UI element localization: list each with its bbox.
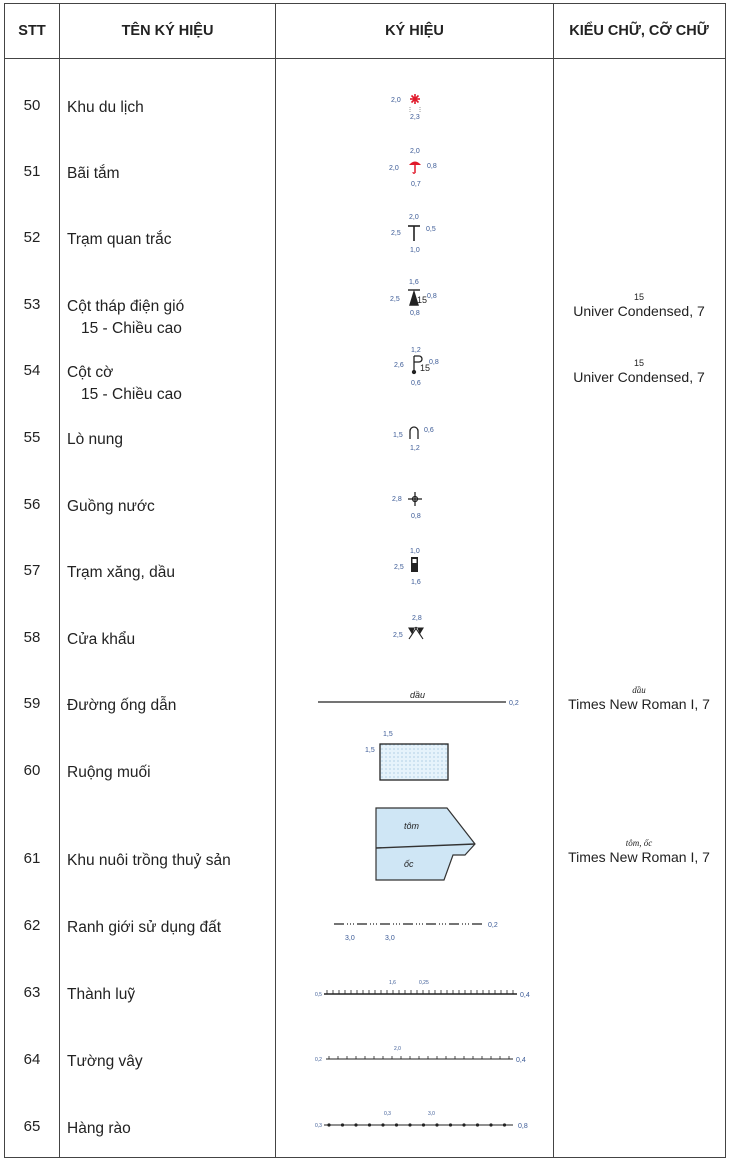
row-number: 51 <box>23 163 41 180</box>
font-name: Univer Condensed, 7 <box>573 369 705 385</box>
dim-label: 0,7 <box>411 181 421 188</box>
font-sample: tôm, ốc <box>625 838 653 848</box>
font-name: Times New Roman I, 7 <box>568 849 710 865</box>
fence-post <box>449 1123 452 1126</box>
table-row <box>5 544 725 610</box>
beach-symbol <box>277 145 555 211</box>
symbol-name: Guồng nước <box>67 498 155 515</box>
symbol-name: Đường ống dẫn <box>67 697 177 714</box>
font-spec <box>555 685 723 712</box>
dim-label: 3,0 <box>345 935 355 942</box>
header-font: KIỂU CHỮ, CỠ CHỮ <box>569 23 709 39</box>
font-sample: 15 <box>633 292 644 302</box>
fence-wall-symbol <box>277 1033 555 1099</box>
row-number: 63 <box>23 984 41 1001</box>
symbol-note: 15 - Chiều cao <box>81 386 182 403</box>
row-number: 53 <box>23 296 41 313</box>
symbol-name: Bãi tắm <box>67 165 120 182</box>
dim-label: 0,2 <box>509 700 519 707</box>
dim-label: 2,5 <box>390 296 400 303</box>
monitoring-mast-icon <box>408 226 420 241</box>
area-label: ốc <box>404 859 414 869</box>
header-symbol: KÝ HIỆU <box>385 23 444 39</box>
dim-label: 0,4 <box>516 1057 526 1064</box>
table-row <box>5 677 725 743</box>
dim-label: 1,6 <box>389 980 396 986</box>
land-use-boundary-symbol <box>277 899 555 965</box>
water-wheel-symbol <box>277 478 555 544</box>
gas-station-symbol <box>277 544 555 610</box>
fence-post <box>381 1123 384 1126</box>
dim-label: 0,8 <box>427 163 437 170</box>
fence-post <box>422 1123 425 1126</box>
dim-label: 0,2 <box>315 1057 322 1063</box>
dim-label: 0,8 <box>518 1123 528 1130</box>
aquaculture-symbol <box>277 804 555 886</box>
symbol-name: Ranh giới sử dụng đất <box>67 919 222 936</box>
fence-post <box>327 1123 330 1126</box>
header-stt: STT <box>18 23 46 39</box>
dim-label: 1,5 <box>383 731 393 738</box>
row-number: 54 <box>23 362 41 379</box>
fence-post <box>341 1123 344 1126</box>
row-number: 57 <box>23 562 41 579</box>
font-spec <box>555 292 723 319</box>
dim-label: 3,0 <box>428 1111 435 1117</box>
dim-label: 1,6 <box>409 279 419 286</box>
salt-field-symbol <box>277 731 555 810</box>
table-row <box>5 1100 725 1166</box>
fence-line <box>324 1123 513 1126</box>
dim-label: 2,5 <box>393 632 403 639</box>
dim-label: 0,8 <box>411 513 421 520</box>
table-row <box>5 966 725 1032</box>
fence-post <box>368 1123 371 1126</box>
header-divider <box>5 58 725 59</box>
dim-label: 0,8 <box>427 293 437 300</box>
row-number: 64 <box>23 1051 41 1068</box>
dim-label: 2,0 <box>394 1046 401 1052</box>
dim-label: 0,8 <box>410 310 420 317</box>
area-label: tôm <box>404 821 420 831</box>
fence-post <box>408 1123 411 1126</box>
dim-label: 0,3 <box>315 1123 322 1129</box>
row-number: 56 <box>23 496 41 513</box>
dim-label: 1,2 <box>410 445 420 452</box>
dim-label: 2,0 <box>409 214 419 221</box>
row-number: 52 <box>23 229 41 246</box>
symbol-title: Cột cờ <box>67 364 114 381</box>
wall-line <box>324 990 517 994</box>
dim-label: 3,0 <box>385 935 395 942</box>
symbol-name: Tường vây <box>67 1053 143 1070</box>
symbol-name <box>67 296 184 340</box>
tourist-area-symbol <box>277 79 555 145</box>
font-spec <box>555 358 723 385</box>
dim-label: 1,5 <box>393 432 403 439</box>
fence-post <box>462 1123 465 1126</box>
symbol-note: 15 - Chiều cao <box>81 320 182 337</box>
dim-label: 1,0 <box>410 548 420 555</box>
row-number: 50 <box>23 97 41 114</box>
citadel-wall-symbol <box>277 966 555 1032</box>
wind-turbine-symbol <box>277 278 555 344</box>
dim-label: 0,2 <box>488 922 498 929</box>
row-number: 62 <box>23 917 41 934</box>
height-label: 15 <box>420 363 431 373</box>
fence-post <box>354 1123 357 1126</box>
fence-post <box>503 1123 506 1126</box>
table-row <box>5 899 725 965</box>
dim-label: 0,6 <box>424 427 434 434</box>
fence-symbol <box>277 1100 555 1166</box>
kiln-symbol <box>277 411 555 477</box>
dim-label: 1,0 <box>410 247 420 254</box>
fence-post <box>489 1123 492 1126</box>
table-row <box>5 821 725 898</box>
dim-label: 0,25 <box>419 980 429 986</box>
table-row <box>5 731 725 810</box>
dim-label: 0,4 <box>520 992 530 999</box>
symbol-name: Lò nung <box>67 431 124 448</box>
table-row <box>5 1033 725 1099</box>
table-row <box>5 411 725 477</box>
symbol-table <box>4 3 726 1158</box>
dim-label: 1,5 <box>365 747 375 754</box>
symbol-title: Cột tháp điện gió <box>67 298 185 315</box>
crossed-flags-icon <box>409 627 423 639</box>
header-name: TÊN KÝ HIỆU <box>121 23 214 39</box>
water-wheel-icon <box>408 492 422 506</box>
table-row <box>5 278 725 344</box>
table-row <box>5 611 725 677</box>
dim-label: 2,0 <box>391 97 401 104</box>
symbol-name <box>67 362 182 406</box>
dim-label: 0,3 <box>384 1111 391 1117</box>
symbol-name: Thành luỹ <box>67 986 136 1003</box>
dim-label: 1,2 <box>411 347 421 354</box>
dim-label: 0,8 <box>429 359 439 366</box>
table-row <box>5 211 725 277</box>
dim-label: 2,3 <box>410 114 420 121</box>
row-number: 65 <box>23 1118 41 1135</box>
row-number: 59 <box>23 695 41 712</box>
flagpole-symbol <box>277 344 555 410</box>
font-sample: 15 <box>633 358 644 368</box>
symbol-name: Trạm xăng, dầu <box>67 564 175 581</box>
row-number: 61 <box>23 850 41 867</box>
dim-label: 2,8 <box>392 496 402 503</box>
symbol-name: Khu du lịch <box>67 99 144 116</box>
dim-label: 2,5 <box>391 230 401 237</box>
fence-post <box>476 1123 479 1126</box>
dim-label: 2,0 <box>410 148 420 155</box>
umbrella-icon <box>409 162 421 174</box>
border-gate-symbol <box>277 611 555 677</box>
asterisk-icon <box>410 94 420 104</box>
font-sample: dầu <box>632 685 646 695</box>
dim-label: 0,6 <box>411 380 421 387</box>
height-label: 15 <box>417 295 428 305</box>
dim-label: 2,0 <box>389 165 399 172</box>
row-number: 58 <box>23 629 41 646</box>
symbol-name: Cửa khẩu <box>67 631 136 648</box>
symbol-name: Hàng rào <box>67 1120 131 1137</box>
table-row <box>5 79 725 145</box>
dim-label: 2,6 <box>394 362 404 369</box>
row-number: 60 <box>23 762 41 779</box>
wall-line <box>326 1056 513 1059</box>
fuel-pump-icon <box>411 557 418 572</box>
symbol-name: Trạm quan trắc <box>67 231 172 248</box>
symbol-name: Ruộng muối <box>67 764 151 781</box>
font-name: Times New Roman I, 7 <box>568 696 710 712</box>
font-name: Univer Condensed, 7 <box>573 303 705 319</box>
table-row <box>5 478 725 544</box>
kiln-icon <box>410 427 418 439</box>
row-number: 55 <box>23 429 41 446</box>
dim-label: 2,8 <box>412 615 422 622</box>
dim-label: 2,5 <box>394 564 404 571</box>
table-row <box>5 344 725 410</box>
pipeline-symbol <box>277 677 555 743</box>
dim-label: 0,5 <box>315 992 322 998</box>
monitoring-station-symbol <box>277 211 555 277</box>
table-row <box>5 145 725 211</box>
font-spec <box>555 838 723 865</box>
pipeline-label: dầu <box>410 690 426 700</box>
dim-label: 1,6 <box>411 579 421 586</box>
symbol-name: Khu nuôi trồng thuỷ sản <box>67 852 231 869</box>
fence-post <box>435 1123 438 1126</box>
dim-label: 0,5 <box>426 226 436 233</box>
fence-post <box>395 1123 398 1126</box>
salt-field-box <box>380 744 448 780</box>
